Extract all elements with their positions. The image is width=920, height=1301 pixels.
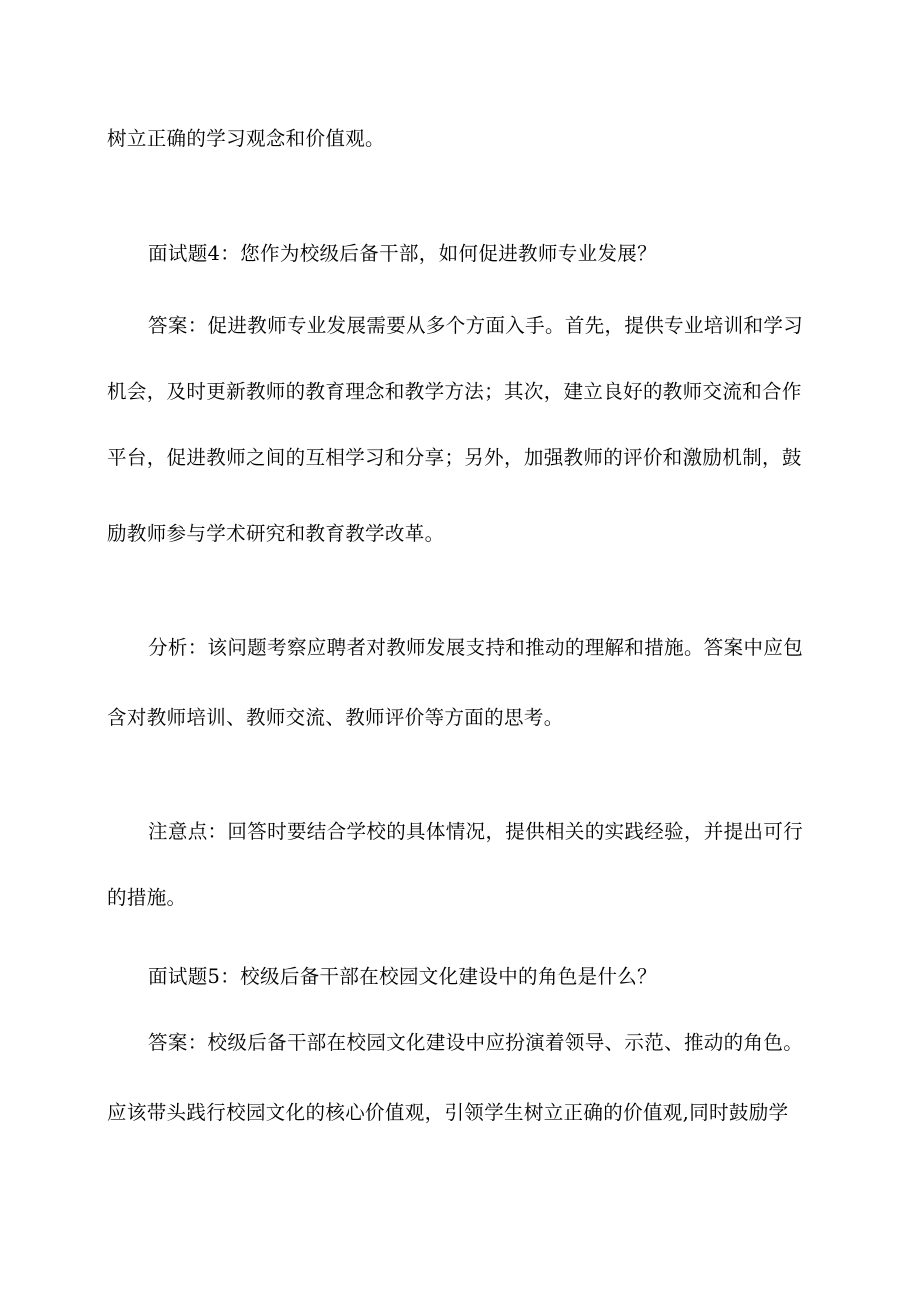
question-4-heading: 面试题4：您作为校级后备干部，如何促进教师专业发展？ — [148, 242, 658, 265]
note-4-line: 的措施。 — [107, 886, 187, 909]
answer-4-line: 答案：促进教师专业发展需要从多个方面入手。首先，提供专业培训和学习 — [148, 314, 804, 337]
paragraph-line: 树立正确的学习观念和价值观。 — [107, 127, 385, 150]
analysis-4-line: 分析：该问题考察应聘者对教师发展支持和推动的理解和措施。答案中应包 — [148, 636, 804, 659]
analysis-4-line: 含对教师培训、教师交流、教师评价等方面的思考。 — [107, 706, 564, 729]
answer-4-line: 平台，促进教师之间的互相学习和分享；另外，加强教师的评价和激励机制，鼓 — [107, 446, 802, 469]
answer-5-line: 答案：校级后备干部在校园文化建设中应扮演着领导、示范、推动的角色。 — [148, 1031, 804, 1054]
answer-4-line: 励教师参与学术研究和教育教学改革。 — [107, 522, 445, 545]
answer-4-line: 机会，及时更新教师的教育理念和教学方法；其次，建立良好的教师交流和合作 — [107, 380, 802, 403]
question-5-heading: 面试题5：校级后备干部在校园文化建设中的角色是什么？ — [148, 965, 658, 988]
answer-5-line: 应该带头践行校园文化的核心价值观，引领学生树立正确的价值观,同时鼓励学 — [107, 1101, 789, 1124]
note-4-line: 注意点：回答时要结合学校的具体情况，提供相关的实践经验，并提出可行 — [148, 820, 804, 843]
